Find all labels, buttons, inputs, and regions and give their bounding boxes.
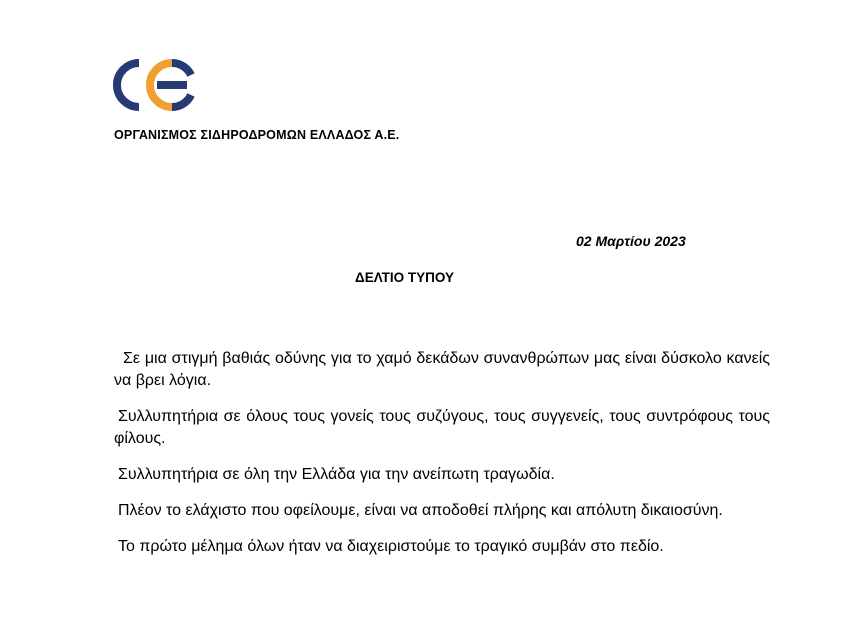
paragraph-2: Συλλυπητήρια σε όλους τους γονείς τους συζύγους, τους συγγενείς, τους συντρόφους τους φίλους. (114, 408, 770, 447)
document-title: ΔΕΛΤΙΟ ΤΥΠΟΥ (355, 270, 454, 285)
logo-navy-arc (117, 63, 139, 107)
paragraph-3: Συλλυπητήρια σε όλη την Ελλάδα για την ανείπωτη τραγωδία. (118, 466, 555, 483)
paragraph-4: Πλέον το ελάχιστο που οφείλουμε, είναι να αποδοθεί πλήρης και απόλυτη δικαιοσύνη. (118, 502, 723, 519)
logo-e-bar (157, 81, 187, 89)
organization-name: ΟΡΓΑΝΙΣΜΟΣ ΣΙΔΗΡΟΔΡΟΜΩΝ ΕΛΛΑΔΟΣ Α.Ε. (114, 128, 400, 142)
press-release-body (114, 348, 770, 572)
release-date: 02 Μαρτίου 2023 (576, 233, 686, 249)
paragraph-5: Το πρώτο μέλημα όλων ήταν να διαχειριστούμε το τραγικό συμβάν στο πεδίο. (118, 538, 664, 555)
logo-navy-e-cap (172, 63, 191, 75)
paragraph-1: Σε μια στιγμή βαθιάς οδύνης για το χαμό δεκάδων συνανθρώπων μας είναι δύσκολο κανείς να βρει λόγια. (114, 350, 770, 389)
logo-navy-e-base (172, 95, 191, 107)
ose-logo (112, 58, 196, 112)
